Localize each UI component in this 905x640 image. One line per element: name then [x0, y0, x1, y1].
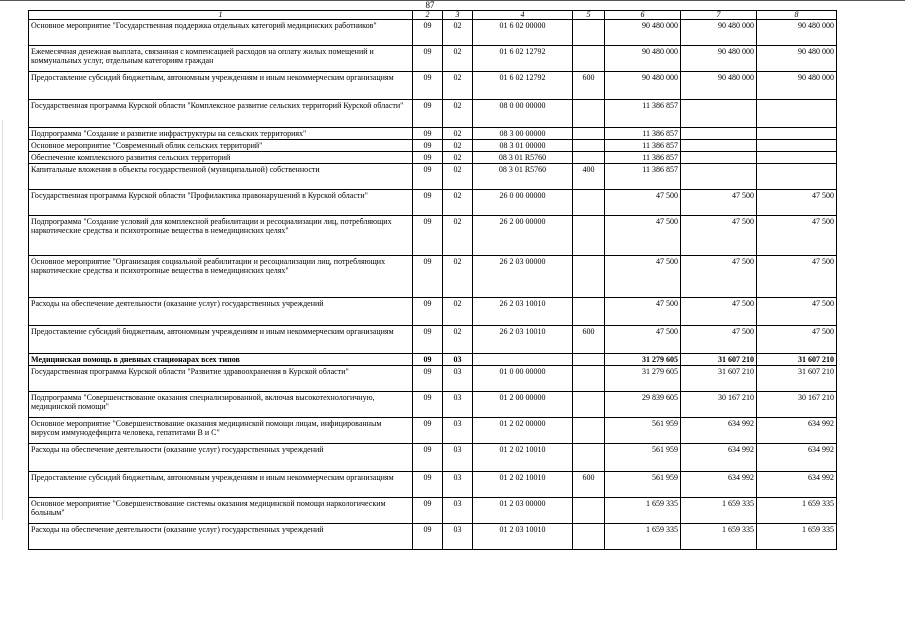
target-article-cell: 01 2 03 10010: [473, 524, 573, 550]
section-code-cell: 09: [413, 498, 443, 524]
amount-year1-cell: 47 500: [605, 216, 681, 256]
subsection-code-cell: 02: [443, 216, 473, 256]
target-article-cell: 08 3 01 00000: [473, 140, 573, 152]
amount-year3-cell: 47 500: [757, 216, 837, 256]
amount-year3-cell: 1 659 335: [757, 524, 837, 550]
amount-year2-cell: [681, 100, 757, 128]
target-article-cell: 01 6 02 00000: [473, 20, 573, 46]
row-name-cell: Основное мероприятие "Государственная поддержка отдельных категорий медицинских работников": [29, 20, 413, 46]
target-article-cell: 08 3 01 R5760: [473, 152, 573, 164]
header-row: [29, 11, 837, 20]
subsection-code-cell: 03: [443, 366, 473, 392]
expense-type-cell: [573, 524, 605, 550]
header-cell: 8: [757, 11, 837, 20]
row-name-cell: Предоставление субсидий бюджетным, автономным учреждениям и иным некоммерческим организациям: [29, 326, 413, 354]
amount-year2-cell: 1 659 335: [681, 524, 757, 550]
table-row: [29, 256, 837, 298]
amount-year1-cell: 11 386 857: [605, 100, 681, 128]
amount-year3-cell: [757, 128, 837, 140]
row-name-cell: Предоставление субсидий бюджетным, автономным учреждениям и иным некоммерческим организациям: [29, 472, 413, 498]
target-article-cell: 01 2 00 00000: [473, 392, 573, 418]
target-article-cell: 01 2 02 10010: [473, 472, 573, 498]
amount-year3-cell: 47 500: [757, 256, 837, 298]
table-row: [29, 472, 837, 498]
row-name-cell: Медицинская помощь в дневных стационарах всех типов: [29, 354, 413, 366]
amount-year1-cell: 561 959: [605, 444, 681, 472]
amount-year3-cell: 47 500: [757, 326, 837, 354]
target-article-cell: 01 6 02 12792: [473, 46, 573, 72]
target-article-cell: 26 2 03 10010: [473, 298, 573, 326]
amount-year3-cell: 634 992: [757, 418, 837, 444]
amount-year2-cell: 90 480 000: [681, 72, 757, 100]
amount-year1-cell: 561 959: [605, 472, 681, 498]
amount-year1-cell: 47 500: [605, 190, 681, 216]
amount-year3-cell: 31 607 210: [757, 366, 837, 392]
section-code-cell: 09: [413, 472, 443, 498]
amount-year1-cell: 1 659 335: [605, 498, 681, 524]
table-row: [29, 140, 837, 152]
target-article-cell: 26 2 03 00000: [473, 256, 573, 298]
amount-year1-cell: 561 959: [605, 418, 681, 444]
row-name-cell: Ежемесячная денежная выплата, связанная с компенсацией расходов на оплату жилых помещений и коммунальных услуг, отдельным категориям граждан: [29, 46, 413, 72]
expense-type-cell: [573, 418, 605, 444]
row-name-cell: Капитальные вложения в объекты государственной (муниципальной) собственности: [29, 164, 413, 190]
table-row: [29, 164, 837, 190]
table-row: [29, 46, 837, 72]
amount-year3-cell: 47 500: [757, 190, 837, 216]
expense-type-cell: [573, 298, 605, 326]
expense-type-cell: [573, 140, 605, 152]
expense-type-cell: [573, 190, 605, 216]
target-article-cell: 01 2 02 10010: [473, 444, 573, 472]
section-code-cell: 09: [413, 128, 443, 140]
expense-type-cell: [573, 444, 605, 472]
row-name-cell: Основное мероприятие "Совершенствование оказания медицинской помощи лицам, инфицированным вирусом иммунодефицита человека, гепатитами В и С": [29, 418, 413, 444]
target-article-cell: 26 2 00 00000: [473, 216, 573, 256]
header-cell: 5: [573, 11, 605, 20]
target-article-cell: 01 0 00 00000: [473, 366, 573, 392]
section-code-cell: 09: [413, 354, 443, 366]
subsection-code-cell: 03: [443, 392, 473, 418]
expense-type-cell: [573, 216, 605, 256]
subsection-code-cell: 03: [443, 524, 473, 550]
subsection-code-cell: 02: [443, 72, 473, 100]
section-code-cell: 09: [413, 298, 443, 326]
subsection-code-cell: 02: [443, 190, 473, 216]
amount-year1-cell: 11 386 857: [605, 164, 681, 190]
table-row: [29, 216, 837, 256]
table-row: [29, 418, 837, 444]
section-code-cell: 09: [413, 152, 443, 164]
subsection-code-cell: 02: [443, 140, 473, 152]
amount-year2-cell: 634 992: [681, 472, 757, 498]
table-row: [29, 354, 837, 366]
section-code-cell: 09: [413, 164, 443, 190]
target-article-cell: [473, 354, 573, 366]
expense-type-cell: [573, 366, 605, 392]
subsection-code-cell: 02: [443, 152, 473, 164]
amount-year2-cell: [681, 140, 757, 152]
row-name-cell: Основное мероприятие "Организация социальной реабилитации и ресоциализации лиц, потребляющих наркотические средства и психотропные вещества в немедицинских целях": [29, 256, 413, 298]
section-code-cell: 09: [413, 326, 443, 354]
row-name-cell: Обеспечение комплексного развития сельских территорий: [29, 152, 413, 164]
amount-year3-cell: [757, 140, 837, 152]
expense-type-cell: [573, 46, 605, 72]
amount-year2-cell: 47 500: [681, 326, 757, 354]
row-name-cell: Подпрограмма "Создание условий для комплексной реабилитации и ресоциализации лиц, потребляющих наркотические средства и психотропные вещества в немедицинских целях": [29, 216, 413, 256]
expense-type-cell: 400: [573, 164, 605, 190]
section-code-cell: 09: [413, 216, 443, 256]
amount-year2-cell: 634 992: [681, 418, 757, 444]
amount-year3-cell: 31 607 210: [757, 354, 837, 366]
table-body: [29, 20, 837, 550]
amount-year2-cell: [681, 164, 757, 190]
table-row: [29, 326, 837, 354]
expense-type-cell: [573, 256, 605, 298]
amount-year2-cell: 47 500: [681, 256, 757, 298]
target-article-cell: 08 3 00 00000: [473, 128, 573, 140]
row-name-cell: Государственная программа Курской области "Профилактика правонарушений в Курской области": [29, 190, 413, 216]
amount-year3-cell: [757, 100, 837, 128]
amount-year3-cell: 90 480 000: [757, 72, 837, 100]
subsection-code-cell: 02: [443, 256, 473, 298]
section-code-cell: 09: [413, 190, 443, 216]
amount-year2-cell: 634 992: [681, 444, 757, 472]
target-article-cell: 01 2 03 00000: [473, 498, 573, 524]
row-name-cell: Основное мероприятие "Совершенствование системы оказания медицинской помощи наркологическим больным": [29, 498, 413, 524]
amount-year1-cell: 47 500: [605, 256, 681, 298]
amount-year1-cell: 11 386 857: [605, 140, 681, 152]
amount-year3-cell: [757, 152, 837, 164]
amount-year1-cell: 90 480 000: [605, 20, 681, 46]
table-row: [29, 392, 837, 418]
amount-year1-cell: 11 386 857: [605, 128, 681, 140]
subsection-code-cell: 03: [443, 444, 473, 472]
target-article-cell: 26 0 00 00000: [473, 190, 573, 216]
expense-type-cell: [573, 100, 605, 128]
table-row: [29, 498, 837, 524]
amount-year1-cell: 47 500: [605, 326, 681, 354]
amount-year2-cell: [681, 152, 757, 164]
amount-year2-cell: 90 480 000: [681, 46, 757, 72]
table-row: [29, 152, 837, 164]
amount-year1-cell: 90 480 000: [605, 46, 681, 72]
subsection-code-cell: 03: [443, 498, 473, 524]
subsection-code-cell: 02: [443, 20, 473, 46]
table-row: [29, 72, 837, 100]
section-code-cell: 09: [413, 444, 443, 472]
budget-table: [28, 10, 837, 550]
header-cell: 7: [681, 11, 757, 20]
header-cell: 6: [605, 11, 681, 20]
section-code-cell: 09: [413, 366, 443, 392]
expense-type-cell: [573, 392, 605, 418]
section-code-cell: 09: [413, 418, 443, 444]
expense-type-cell: [573, 498, 605, 524]
table-row: [29, 128, 837, 140]
amount-year3-cell: 30 167 210: [757, 392, 837, 418]
expense-type-cell: [573, 128, 605, 140]
amount-year1-cell: 1 659 335: [605, 524, 681, 550]
target-article-cell: 08 3 01 R5760: [473, 164, 573, 190]
header-cell: 2: [413, 11, 443, 20]
row-name-cell: Основное мероприятие "Современный облик сельских территорий": [29, 140, 413, 152]
amount-year2-cell: 31 607 210: [681, 354, 757, 366]
target-article-cell: 01 2 02 00000: [473, 418, 573, 444]
table-row: [29, 524, 837, 550]
subsection-code-cell: 02: [443, 298, 473, 326]
section-code-cell: 09: [413, 524, 443, 550]
section-code-cell: 09: [413, 256, 443, 298]
amount-year3-cell: [757, 164, 837, 190]
amount-year3-cell: 634 992: [757, 472, 837, 498]
amount-year1-cell: 29 839 605: [605, 392, 681, 418]
amount-year2-cell: 1 659 335: [681, 498, 757, 524]
subsection-code-cell: 03: [443, 418, 473, 444]
table-row: [29, 100, 837, 128]
amount-year2-cell: 47 500: [681, 190, 757, 216]
section-code-cell: 09: [413, 72, 443, 100]
subsection-code-cell: 02: [443, 164, 473, 190]
target-article-cell: 26 2 03 10010: [473, 326, 573, 354]
table-row: [29, 190, 837, 216]
header-cell: 1: [29, 11, 413, 20]
section-code-cell: 09: [413, 392, 443, 418]
amount-year2-cell: 90 480 000: [681, 20, 757, 46]
amount-year1-cell: 90 480 000: [605, 72, 681, 100]
subsection-code-cell: 03: [443, 354, 473, 366]
row-name-cell: Расходы на обеспечение деятельности (оказание услуг) государственных учреждений: [29, 444, 413, 472]
amount-year3-cell: 634 992: [757, 444, 837, 472]
row-name-cell: Расходы на обеспечение деятельности (оказание услуг) государственных учреждений: [29, 524, 413, 550]
section-code-cell: 09: [413, 20, 443, 46]
section-code-cell: 09: [413, 140, 443, 152]
table-row: [29, 444, 837, 472]
row-name-cell: Расходы на обеспечение деятельности (оказание услуг) государственных учреждений: [29, 298, 413, 326]
amount-year1-cell: 31 279 605: [605, 354, 681, 366]
expense-type-cell: [573, 354, 605, 366]
amount-year3-cell: 90 480 000: [757, 20, 837, 46]
subsection-code-cell: 02: [443, 128, 473, 140]
amount-year1-cell: 11 386 857: [605, 152, 681, 164]
header-cell: 3: [443, 11, 473, 20]
amount-year2-cell: 31 607 210: [681, 366, 757, 392]
amount-year1-cell: 47 500: [605, 298, 681, 326]
subsection-code-cell: 03: [443, 472, 473, 498]
page-number: 87: [425, 0, 435, 10]
expense-type-cell: 600: [573, 72, 605, 100]
amount-year3-cell: 90 480 000: [757, 46, 837, 72]
amount-year2-cell: 47 500: [681, 216, 757, 256]
target-article-cell: 08 0 00 00000: [473, 100, 573, 128]
expense-type-cell: [573, 20, 605, 46]
table-row: [29, 366, 837, 392]
amount-year2-cell: 47 500: [681, 298, 757, 326]
scan-artifact: [2, 120, 3, 520]
row-name-cell: Предоставление субсидий бюджетным, автономным учреждениям и иным некоммерческим организациям: [29, 72, 413, 100]
expense-type-cell: [573, 152, 605, 164]
table-row: [29, 298, 837, 326]
row-name-cell: Подпрограмма "Создание и развитие инфраструктуры на сельских территориях": [29, 128, 413, 140]
subsection-code-cell: 02: [443, 46, 473, 72]
section-code-cell: 09: [413, 100, 443, 128]
row-name-cell: Государственная программа Курской области "Комплексное развитие сельских территорий Курской области": [29, 100, 413, 128]
expense-type-cell: 600: [573, 326, 605, 354]
section-code-cell: 09: [413, 46, 443, 72]
amount-year2-cell: [681, 128, 757, 140]
amount-year3-cell: 1 659 335: [757, 498, 837, 524]
row-name-cell: Подпрограмма "Совершенствование оказания специализированной, включая высокотехнологичную, медицинской помощи": [29, 392, 413, 418]
amount-year1-cell: 31 279 605: [605, 366, 681, 392]
expense-type-cell: 600: [573, 472, 605, 498]
header-cell: 4: [473, 11, 573, 20]
amount-year3-cell: 47 500: [757, 298, 837, 326]
subsection-code-cell: 02: [443, 326, 473, 354]
amount-year2-cell: 30 167 210: [681, 392, 757, 418]
row-name-cell: Государственная программа Курской области "Развитие здравоохранения в Курской области": [29, 366, 413, 392]
table-row: [29, 20, 837, 46]
target-article-cell: 01 6 02 12792: [473, 72, 573, 100]
subsection-code-cell: 02: [443, 100, 473, 128]
